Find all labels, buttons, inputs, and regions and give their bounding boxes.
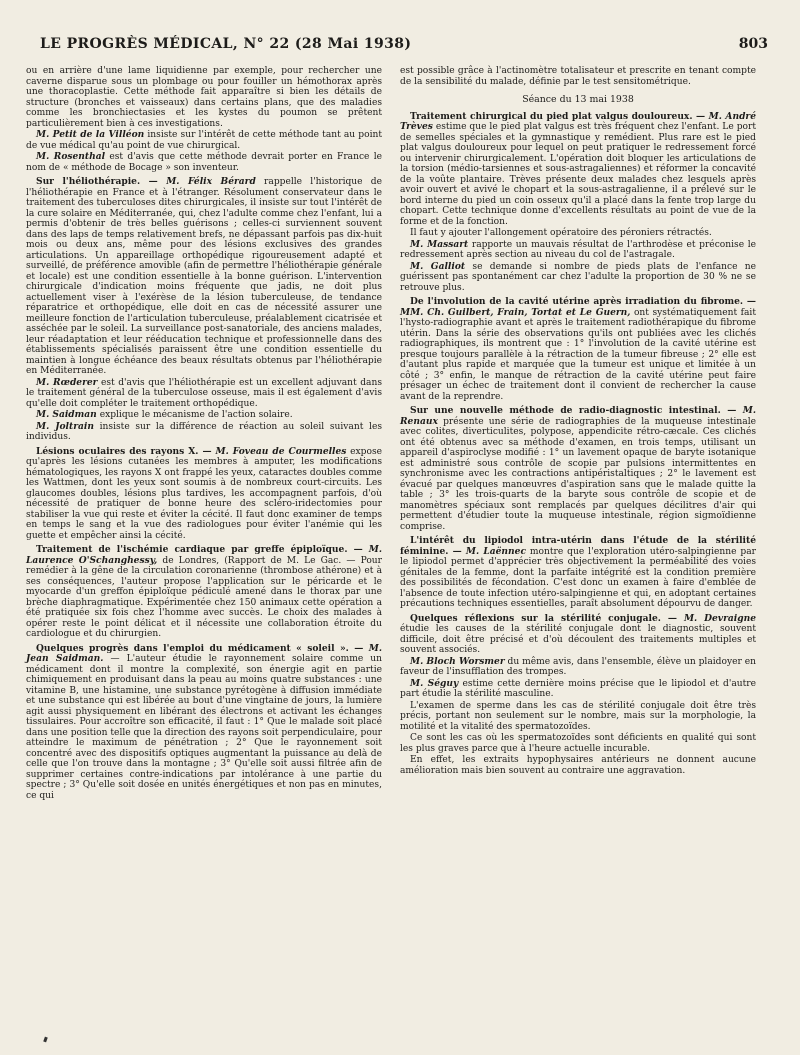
right-column [400,66,756,777]
paragraph-text: — L'auteur étudie le rayonnement solaire comme un médicament dont il montre la complexité, son énergie agit en partie chimiquement en produisant dans la peau au moins quatre substances : une vitamine B, une histamine, une substance pyrétogène à diffusion immédiate et une substance qui est libérée au bout d'une vingtaine de jours, la lumière agit aussi physiquement en libérant des électrons et activant les échanges tissulaires. Pour accroître son efficacité, il faut : 1° Que le malade soit placé dans une position telle que la direction des rayons soit perpendiculaire, pour atteindre le maximum de pénétration ; 2° Que le rayonnement soit concentré avec des dispositifs optiques augmentant la puissance au delà de celle que l'on trouve dans la montagne ; 3° Qu'elle soit aussi filtrée afin de supprimer certaines contre-indications par intolérance à une partie du spectre ; 3° Qu'elle soit dosée en unités énergétiques et non pas en minutes, ce qui [26,654,382,801]
left-column [26,66,382,802]
article-helio [26,177,382,377]
paragraph-text: estime que le pied plat valgus est très fréquent chez l'enfant. Le port de semelles spéciales et la gymnastique y remédient. Plus rare est le pied plat valgus douloureux pour lequel on peut pratiquer le redressement forcé ou intervenir chirurgicalement. L'opération doit bloquer les articulations de la torsion (médio-tarsiennes et sous-astragaliennes) et réformer la concavité de la voûte plantaire. Trèves présente deux malades chez lesquels après avoir ouvert et avivé le chopart et la sous-astragalienne, il a prélevé sur le bord interne du pied un coin osseux qu'il a placé dans la fente trop large du chopart. Cette technique donne d'excellents résultats au point de vue de la forme et de la fonction. [400,122,756,227]
author-name: M. Massart [410,238,469,250]
paragraph: Ce sont les cas où les spermatozoïdes sont déficients en qualité qui sont les plus graves parce que à l'heure actuelle incurable. [400,733,756,754]
paragraph [400,679,756,700]
paragraph-text: rapporte un mauvais résultat de l'arthrodèse et préconise le redressement après section au niveau du col de l'astragale. [400,239,756,260]
author-name: M. Petit de la Villéon [36,129,145,140]
author-name: M. André Trèves [400,110,757,132]
paragraph [26,152,382,173]
article-lipiodol [400,536,756,610]
section-title: Traitement de l'ischémie cardiaque par greffe épiploïque. — [36,544,363,555]
ink-mark [43,1037,48,1043]
section-title: Traitement chirurgical du pied plat valgus douloureux. — [410,110,706,122]
paragraph-text: insiste sur l'intérêt de cette méthode tant au point de vue médical qu'au point de vue chirurgical. [26,130,382,151]
author-name: M. Rœderer [36,376,98,388]
session-date: Séance du 13 mai 1938 [522,94,634,105]
running-header [40,36,768,52]
paragraph-text: estime cette dernière moins précise que le lipiodol et d'autre part étudie la stérilité masculine. [400,678,756,699]
author-name: M. Foveau de Courmelles [211,445,347,457]
paragraph [400,240,756,261]
paragraph-text: ont systématiquement fait l'hysto-radiographie avant et après le traitement radiothérapique du fibrome utérin. Dans la série des observations qu'ils ont publiées avec les clichés radiographiques, ils montrent que : 1° l'involution de la cavité utérine est presque toujours parallèle à la rétraction de la tumeur fibreuse ; 2° elle est d'autant plus rapide et marquée que la tumeur est unique et limitée à un côté ; 3° enfin, le manque de rétraction de la cavité utérine peut faire présager un échec de traitement dont il convient de rechercher la cause avant de la reprendre. [400,307,756,402]
author-name: M. Saidman [36,409,97,420]
paragraph-text: présente une série de radiographies de la muqueuse intestinale avec colites, diverticulites, polypose, appendicite rétro-cæcale. Ces clichés ont été obtenus avec sa méthode d'examen, en trois temps, utilisant un appareil d'aspiroclyse modifié : 1° un lavement opaque de baryte isotanique est administré sous contrôle de scopie par pulsions intermittentes en synchronisme avec les contractions antipéristaltiques ; 2° le lavement est évacué par quelques manœuvres d'aspiration sans que le malade quitte la table ; 3° les trois-quarts de la baryte sous contrôle de scopie et de manomètres spéciaux sont remplacés par quelques décilitres d'air qui permettent d'étudier toute la muqueuse intestinale, région sigmoïdienne comprise. [400,416,756,532]
paragraph [26,410,382,421]
section-title: Lésions oculaires des rayons X. — [36,445,212,457]
section-title: Sur l'héliothérapie. — [36,176,158,187]
author-name: M. Bloch Worsmer [410,655,505,667]
paragraph-text: montre que l'exploration utéro-salpingienne par le lipiodol permet d'apprécier très objectivement la perméabilité des voies génitales de la femme, dont la parfaite intégrité est la condition première des possibilités de fécondation. C'est donc un examen à faire d'emblée de l'absence de toute infection utéro-salpingienne et qui, en adoptant certaines précautions techniques essentielles, paraît absolument dépourvu de danger. [400,546,756,609]
author-name: M. Joltrain [36,420,94,432]
section-title: Quelques progrès dans l'emploi du médicament « soleil ». — [36,642,364,654]
running-title: LE PROGRÈS MÉDICAL, N° 22 (28 Mai 1938) [40,36,412,52]
paragraph-text: rappelle l'historique de l'héliothérapie en France et à l'étranger. Résolument conservateur dans le traitement des tuberculoses dites chirurgicales, il insiste sur tout l'intérêt de la cure solaire en Méditerranée, qui, chez l'adulte comme chez l'enfant, lui a permis d'obtenir de très belles guérisons ; celles-ci surviennent souvent dans des laps de temps relativement brefs, ne dépassant parfois pas dix-huit mois ou deux ans, même pour des lésions exclusives des grandes articulations. Un appareillage orthopédique rigoureusement adapté et surveillé, de préférence amovible (afin de permettre l'héliothérapie générale et locale) est une condition essentielle à la bonne guérison. L'intervention chirurgicale d'indication moins fréquente que jadis, ne doit plus actuellement viser à l'exérèse de la lésion tuberculeuse, de tendance réparatrice et orthopédique, elle doit en cas de nécessité assurer une meilleure fonction de l'articulation tuberculeuse, préalablement cicatrisée et asséchée par le soleil. La surveillance post-sanatoriale, des anciens malades, leur réadaptation et leur rééducation technique et professionnelle dans des établissements spécialisés paraissent être une condition essentielle du maintien à longue échéance des beaux résultats obtenus par l'héliothérapie en Méditerranée. [26,177,382,376]
paragraph-text: expose qu'après les lésions cutanées les membres à amputer, les modifications hématologiques, les rayons X ont frappé les yeux, cataractes doubles comme les Wattmen, dont les yeux sont soumis à de nombreux court-circuits. Les glaucomes doubles, lésions plus tardives, les accompagnent parfois, d'où nécessité de pratiquer de bonne heure des scléro-iridectomies pour stabiliser la vue qui reste et éviter la cécité. Il faut donc examiner de temps en temps le sang et la vue des radiologues pour éviter l'anémie qui les guette et empêcher ainsi la cécité. [26,446,383,541]
article-radio [400,406,756,532]
paragraph-text: est d'avis que cette méthode devrait porter en France le nom de « méthode de Bocage » son inventeur. [26,152,382,173]
author-name: M. Laënnec [461,545,526,557]
paragraph [26,422,382,443]
paragraph [400,262,756,294]
author-name: M. Galliot [410,260,466,272]
paragraph-text: est d'avis que l'héliothérapie est un excellent adjuvant dans le traitement général de la tuberculose osseuse, mais il est également d'avis qu'elle doit compléter le traitement orthopédique. [26,377,382,409]
paragraph [26,130,382,151]
paragraph: est possible grâce à l'actinomètre totalisateur et prescrite en tenant compte de la sensibilité du malade, définie par le test sensitométrique. [400,66,756,87]
paragraph: En effet, les extraits hypophysaires antérieurs ne donnent aucune amélioration mais bien souvent au contraire une aggravation. [400,755,756,776]
author-name: M. Félix Bérard [157,176,256,187]
author-name: MM. Ch. Guilbert, Frain, Tortat et Le Guern, [400,306,631,318]
paragraph: L'examen de sperme dans les cas de stérilité conjugale doit être très précis, portant non seulement sur le nombre, mais sur la morphologie, la motilité et la vitalité des spermatozoïdes. [400,700,756,732]
paragraph: Il faut y ajouter l'allongement opératoire des péroniers rétractés. [410,228,712,238]
paragraph [400,657,756,678]
paragraph: ou en arrière d'une lame liquidienne par exemple, pour rechercher une caverne disparue sous un plombage ou pour fouiller un hémothorax après une thoracoplastie. Cette méthode fait apparaître si bien les détails de structure (bronches et vaisseaux) dans certains plans, que des maladies comme les bronchiectasies et les kystes du poumon se prêtent particulièrement bien à ces investigations. [26,66,382,129]
section-title: Sur une nouvelle méthode de radio-diagnostic intestinal. — [410,405,737,416]
article-cavite [400,297,756,402]
author-name: M. Devraigne [677,612,756,624]
paragraph-text: explique le mécanisme de l'action solaire. [96,410,293,420]
paragraph-text: du même avis, dans l'ensemble, élève un plaidoyer en faveur de l'insufflation des trompes. [400,656,756,677]
article-lesions [26,447,382,542]
article-ischemie [26,545,382,640]
paragraph-text: de Londres, (Rapport de M. Le Gac. — Pour remédier à la gêne de la circulation coronarienne (thrombose athérone) et à ses conséquences, l'auteur propose l'application sur le péricarde et le myocarde d'un greffon épiploïque pédiculé amené dans le thorax par une brèche diaphragmatique. Expérimentée chez 150 animaux cette opération a été pratiquée six fois chez l'homme avec succès. Le choix des malades à opérer reste le point délicat et il nécessite une collaboration étroite du cardiologue et du chirurgien. [26,555,382,639]
section-title: L'intérêt du lipiodol intra-utérin dans l'étude de la stérilité féminine. — [400,535,756,557]
author-name: M. Renaux [400,405,756,427]
article-progres [26,644,382,802]
author-name: M. Jean Saidman. [26,642,382,664]
paragraph-text: se demande si nombre de pieds plats de l'enfance ne guérissent pas spontanément car chez l'adulte la proportion de 30 % ne se retrouve plus. [400,261,757,293]
section-title: De l'involution de la cavité utérine après irradiation du fibrome. — [410,296,756,307]
article-sterilite [400,614,756,656]
article-valgus [400,112,756,228]
paragraph-text: insiste sur la différence de réaction au soleil suivant les individus. [26,421,383,442]
paragraph [26,378,382,410]
author-name: M. Rosenthal [36,151,106,162]
author-name: M. Laurence O'Schanghessy, [26,544,382,566]
author-name: M. Séguy [410,677,459,689]
paragraph-text: étudie les causes de la stérilité conjugale dont le diagnostic, souvent difficile, doit être précisé et d'où découlent des traitements multiples et souvent associés. [400,624,756,655]
page-number: 803 [738,36,768,52]
section-title: Quelques réflexions sur la stérilité conjugale. — [410,612,677,624]
